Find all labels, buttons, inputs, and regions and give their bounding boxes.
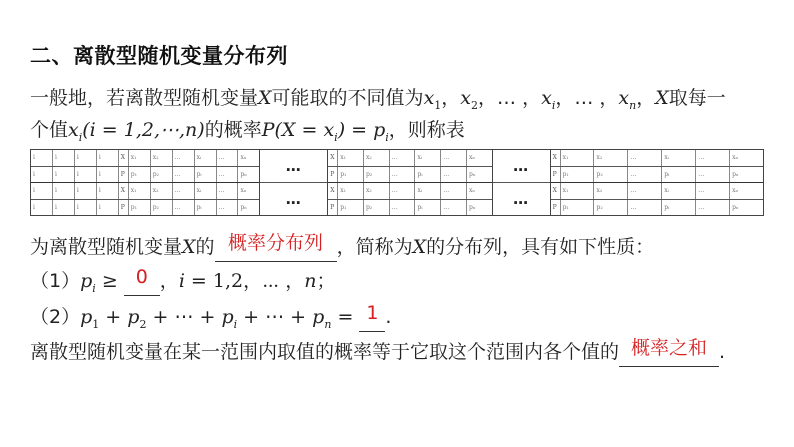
var-x1: x — [423, 87, 435, 109]
distribution-table — [30, 149, 764, 216]
table-cell: i — [75, 150, 97, 166]
sum-term: p — [221, 306, 234, 328]
answer-text: 0 — [135, 266, 148, 288]
table-row-head: P — [119, 200, 129, 216]
table-cell: … — [173, 200, 195, 216]
prob-expr-end: ) = p — [337, 119, 386, 141]
table-cell: … — [217, 167, 239, 183]
table-cell: xᵢ — [662, 150, 696, 166]
plus-sign: + — [99, 306, 128, 328]
table-cell: … — [696, 150, 730, 166]
sub: i — [385, 130, 389, 144]
sub: n — [324, 317, 332, 331]
text: 取每一 — [668, 87, 726, 109]
table-block — [328, 150, 493, 215]
table-cell: x₁ — [338, 183, 364, 199]
table-row — [328, 150, 492, 167]
table-cell: i — [97, 183, 119, 199]
table-cell: xᵢ — [415, 150, 441, 166]
table-cell: pᵢ — [195, 200, 217, 216]
table-row — [328, 167, 492, 184]
answer-blank-1 — [215, 233, 337, 262]
text: 的 — [195, 236, 215, 258]
table-cell: pₙ — [732, 170, 739, 178]
table-row — [551, 200, 763, 216]
table-row — [551, 150, 763, 167]
sum-term: p — [312, 306, 325, 328]
table-row — [328, 200, 492, 216]
table-cell: i — [31, 150, 53, 166]
sub: n — [629, 98, 637, 112]
table-row-head: P — [551, 167, 561, 183]
table-cell: x₂ — [151, 183, 173, 199]
table-row — [31, 167, 259, 184]
text: = 1,2，⋯ ， — [184, 270, 305, 292]
table-cell: x₂ — [364, 183, 390, 199]
table-cell: i — [97, 150, 119, 166]
var-x2: x — [460, 87, 472, 109]
table-cell: … — [173, 183, 195, 199]
var-X: X — [412, 236, 427, 258]
var-xi: x — [68, 119, 79, 141]
called-line — [30, 233, 654, 262]
table-cell: pₙ — [469, 203, 476, 211]
sep: ， — [478, 87, 498, 109]
var-xn: x — [618, 87, 630, 109]
table-cell: x₁ — [561, 150, 595, 166]
sep: ， — [441, 87, 461, 109]
table-cell: p₁ — [338, 167, 364, 183]
table-cell: pᵢ — [415, 167, 441, 183]
sep: ， — [522, 87, 542, 109]
table-cell: p₂ — [151, 200, 173, 216]
table-row — [328, 183, 492, 200]
ellipsis-cell: … — [260, 150, 327, 183]
table-cell: i — [75, 167, 97, 183]
index-condition: (i = 1,2,⋯,n) — [82, 119, 205, 141]
section-heading: 二、离散型随机变量分布列 — [30, 44, 288, 68]
text: 的分布列，具有如下性质： — [426, 236, 655, 258]
table-cell: p₁ — [561, 167, 595, 183]
sub: 1 — [92, 317, 100, 331]
ellipsis-cell: … — [285, 190, 302, 208]
table-cell: … — [441, 167, 467, 183]
eq-sign: = — [331, 306, 360, 328]
table-cell: … — [390, 183, 416, 199]
table-cell: pₙ — [240, 170, 247, 178]
text: ， — [159, 270, 179, 292]
table-row-head: P — [328, 167, 338, 183]
text: ，简称为 — [336, 236, 413, 258]
prob-expr: P(X = x — [261, 119, 335, 141]
table-cell: pᵢ — [415, 200, 441, 216]
table-cell: … — [390, 200, 416, 216]
table-cell: x₂ — [594, 183, 628, 199]
table-cell: … — [628, 167, 662, 183]
table-block — [551, 150, 763, 215]
text: 可能取的不同值为 — [271, 87, 424, 109]
var-X: X — [182, 236, 196, 258]
table-row-head: X — [551, 150, 561, 166]
table-cell: … — [696, 183, 730, 199]
table-row-head: P — [551, 200, 561, 216]
var-i: i — [178, 270, 185, 292]
table-cell: p₂ — [364, 167, 390, 183]
table-cell: … — [217, 200, 239, 216]
text: 离散型随机变量在某一范围内取值的概率等于它取这个范围内各个值的 — [30, 341, 620, 363]
table-cell: i — [75, 183, 97, 199]
table-cell: p₁ — [561, 200, 595, 216]
sub: i — [233, 317, 238, 331]
answer-blank-4 — [619, 338, 719, 367]
table-cell: pᵢ — [662, 167, 696, 183]
sum-term: p — [127, 306, 140, 328]
table-cell: … — [390, 167, 416, 183]
text: 的概率 — [204, 119, 262, 141]
table-cell: i — [53, 167, 75, 183]
var-xi: x — [541, 87, 552, 109]
table-cell: xₙ — [240, 187, 247, 195]
ellipsis-cell: … — [513, 190, 530, 208]
table-cell: xₙ — [240, 154, 247, 162]
property-1 — [30, 267, 336, 303]
table-cell: x₁ — [129, 183, 151, 199]
table-cell: pᵢ — [195, 167, 217, 183]
answer-text: 概率之和 — [631, 337, 708, 359]
table-row-head: X — [328, 150, 338, 166]
text: . — [719, 341, 726, 363]
text: 个值 — [30, 119, 69, 141]
table-cell: xₙ — [732, 187, 739, 195]
table-cell: xᵢ — [195, 150, 217, 166]
sum-term: p — [80, 306, 93, 328]
table-cell: … — [696, 167, 730, 183]
answer-blank-2 — [124, 267, 160, 296]
table-cell: xₙ — [732, 154, 739, 162]
table-cell: … — [696, 200, 730, 216]
table-cell: … — [217, 150, 239, 166]
sub: 1 — [434, 98, 442, 112]
text: ，则称表 — [388, 119, 465, 141]
text: ， — [636, 87, 656, 109]
answer-text: 概率分布列 — [228, 232, 324, 254]
property-2 — [30, 303, 391, 339]
table-cell: i — [97, 167, 119, 183]
table-cell: i — [53, 183, 75, 199]
sub: i — [551, 98, 556, 112]
table-cell: xᵢ — [662, 183, 696, 199]
table-cell: xₙ — [469, 187, 475, 195]
table-cell: i — [53, 200, 75, 216]
last-line — [30, 338, 725, 367]
sum-term: ⋯ — [174, 306, 194, 328]
table-row — [551, 167, 763, 184]
plus-sign: + — [146, 306, 175, 328]
table-cell: pₙ — [469, 170, 476, 178]
intro-line-2 — [30, 116, 465, 152]
sub: 2 — [471, 98, 479, 112]
sub: i — [334, 130, 338, 144]
sum-term: ⋯ — [265, 306, 285, 328]
table-row-head: P — [328, 200, 338, 216]
table-cell: p₁ — [129, 167, 151, 183]
table-cell: … — [217, 183, 239, 199]
table-cell: pₙ — [240, 203, 247, 211]
table-cell: i — [31, 183, 53, 199]
table-cell: x₂ — [594, 150, 628, 166]
table-row-head: X — [328, 183, 338, 199]
table-ellipsis-column — [260, 150, 328, 215]
table-cell: … — [441, 200, 467, 216]
sub: 2 — [139, 317, 147, 331]
table-cell: … — [390, 150, 416, 166]
table-cell: … — [628, 150, 662, 166]
table-cell: x₁ — [338, 150, 364, 166]
table-cell: p₂ — [151, 167, 173, 183]
plus-sign: + — [284, 306, 313, 328]
table-cell: i — [75, 200, 97, 216]
table-cell: … — [173, 167, 195, 183]
label: （2） — [30, 306, 81, 328]
table-ellipsis-column — [493, 150, 551, 215]
table-cell: i — [31, 200, 53, 216]
table-row — [31, 183, 259, 200]
table-cell: pₙ — [732, 203, 739, 211]
table-cell: x₁ — [561, 183, 595, 199]
text: ； — [316, 270, 336, 292]
text: 一般地，若离散型随机变量 — [30, 87, 259, 109]
answer-blank-3 — [359, 303, 385, 332]
table-cell: pᵢ — [662, 200, 696, 216]
table-cell: x₂ — [364, 150, 390, 166]
table-cell: … — [628, 183, 662, 199]
var-X: X — [655, 87, 669, 109]
sub: i — [92, 281, 96, 295]
table-cell: p₁ — [129, 200, 151, 216]
table-cell: … — [441, 183, 467, 199]
table-cell: xᵢ — [195, 183, 217, 199]
table-block — [31, 150, 260, 215]
table-row-head: X — [119, 183, 129, 199]
table-cell: … — [441, 150, 467, 166]
sum-expression — [80, 306, 332, 331]
table-cell: p₂ — [594, 200, 628, 216]
plus-sign: + — [193, 306, 222, 328]
table-cell: xₙ — [469, 154, 475, 162]
table-row — [551, 183, 763, 200]
table-cell: xᵢ — [415, 183, 441, 199]
table-cell: … — [173, 150, 195, 166]
table-cell: i — [97, 200, 119, 216]
var-p: p — [80, 270, 93, 292]
table-row-head: P — [119, 167, 129, 183]
text: 为离散型随机变量 — [30, 236, 183, 258]
table-cell: p₁ — [338, 200, 364, 216]
table-cell: p₂ — [364, 200, 390, 216]
table-cell: p₂ — [594, 167, 628, 183]
table-cell: x₂ — [151, 150, 173, 166]
sub: i — [78, 130, 83, 144]
table-row — [31, 200, 259, 216]
label: （1） — [30, 270, 81, 292]
answer-text: 1 — [366, 302, 379, 324]
text: . — [385, 306, 392, 328]
intro-line-1 — [30, 84, 726, 120]
sep: ， — [555, 87, 575, 109]
ellipsis: … — [574, 87, 594, 109]
table-row — [31, 150, 259, 167]
table-cell: i — [31, 167, 53, 183]
sep: ， — [599, 87, 619, 109]
table-cell: x₁ — [129, 150, 151, 166]
var-X: X — [258, 87, 272, 109]
ellipsis-cell: … — [493, 150, 550, 183]
table-cell: i — [53, 150, 75, 166]
ge-sign: ≥ — [95, 270, 124, 292]
ellipsis: … — [497, 87, 517, 109]
plus-sign: + — [237, 306, 266, 328]
table-row-head: X — [551, 183, 561, 199]
table-row-head: X — [119, 150, 129, 166]
table-cell: … — [628, 200, 662, 216]
var-n: n — [304, 270, 317, 292]
